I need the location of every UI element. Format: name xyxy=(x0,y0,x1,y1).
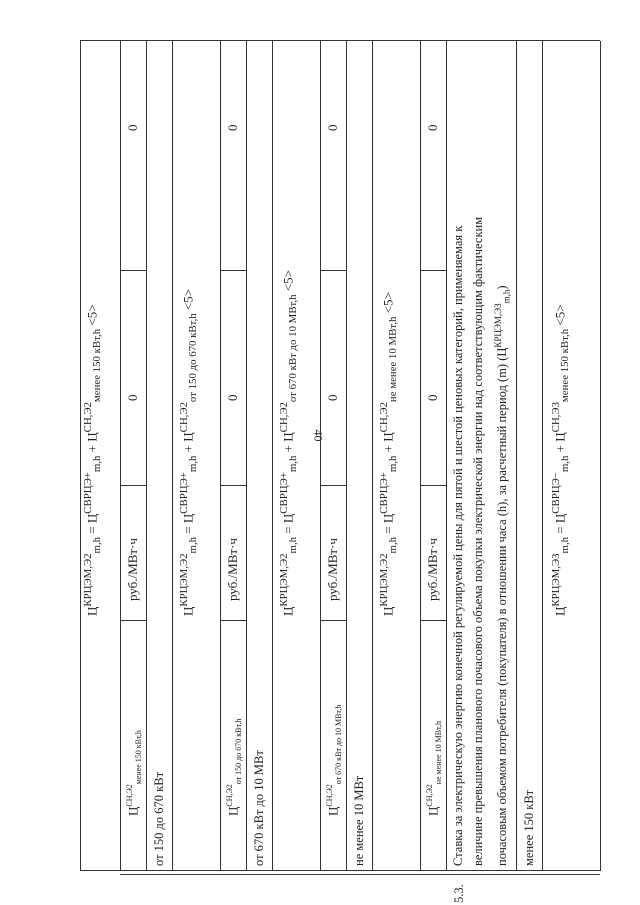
row-line xyxy=(246,41,247,871)
row-line xyxy=(372,41,373,871)
value-group-4b: 0 xyxy=(425,124,440,131)
row-line xyxy=(220,41,221,871)
var-group-2: $Ц^{СН,Э2}_{от 150 до 670 кВт,h}$ xyxy=(225,718,243,816)
col-line xyxy=(320,270,346,271)
col-line xyxy=(320,485,346,486)
var-group-3: $Ц^{СН,Э2}_{от 670 кВт до 10 МВт,h}$ xyxy=(325,704,343,816)
section-description: Ставка за электрическую энергию конечной регулируемой цены для пятой и шестой ценовых категорий, применяемая к величине превышения планового почасового объема покупки электрической энергии над соответствующим фактическим почасовым объемом потребителя (покупателя) в отношении часа (h), за расчетный период (m) $(Ц^{КРЦЭМ,ЭЗ}_{m,h})$ xyxy=(451,216,512,866)
col-line xyxy=(120,270,146,271)
unit-group-1: руб./МВт·ч xyxy=(125,538,140,601)
row-line xyxy=(120,41,121,871)
col-line xyxy=(220,270,246,271)
header-group-3: от 670 кВт до 10 МВт xyxy=(252,750,266,866)
col-line xyxy=(220,485,246,486)
col-line xyxy=(420,270,446,271)
col-line xyxy=(420,485,446,486)
formula-group-2: $Ц^{КРЦЭМ,Э2}_{m,h} = Ц^{СВРЦЭ+}_{m,h} + Ц^{СН,Э2}_{от 150 до 670 кВт,h} <5>$ xyxy=(178,288,199,616)
var-group-4: $Ц^{СН,Э2}_{не менее 10 МВт,h}$ xyxy=(425,721,443,816)
row-line xyxy=(516,41,517,871)
tariff-table xyxy=(80,41,600,903)
col-line xyxy=(446,874,516,875)
table-right-border xyxy=(80,40,600,41)
col-line xyxy=(120,620,146,621)
row-line xyxy=(172,41,173,871)
col-line xyxy=(320,620,346,621)
value-group-2b: 0 xyxy=(225,124,240,131)
col-line xyxy=(220,620,246,621)
row-line xyxy=(446,41,447,871)
header-group-4: не менее 10 МВт xyxy=(352,775,366,866)
row-line xyxy=(346,41,347,871)
formula-group-4: $Ц^{КРЦЭМ,Э2}_{m,h} = Ц^{СВРЦЭ+}_{m,h} + Ц^{СН,Э2}_{не менее 10 МВт,h} <5>$ xyxy=(378,292,399,616)
value-group-4a: 0 xyxy=(425,394,440,401)
table-top-border xyxy=(80,41,81,871)
value-group-1b: 0 xyxy=(125,124,140,131)
table-bottom-border xyxy=(600,41,601,871)
table-left-border-2 xyxy=(120,874,600,875)
formula-group-1: $Ц^{КРЦЭМ,Э2}_{m,h} = Ц^{СВРЦЭ+}_{m,h} + Ц^{СН,Э2}_{менее 150 кВт,h} <5>$ xyxy=(82,304,103,616)
table-left-border xyxy=(80,870,600,871)
row-line xyxy=(420,41,421,871)
col-line xyxy=(420,620,446,621)
row-line xyxy=(146,41,147,871)
value-group-2a: 0 xyxy=(225,394,240,401)
page-number: 40 xyxy=(311,429,326,442)
unit-group-3: руб./МВт·ч xyxy=(325,538,340,601)
formula-group-3: $Ц^{КРЦЭМ,Э2}_{m,h} = Ц^{СВРЦЭ+}_{m,h} + Ц^{СН,Э2}_{от 670 кВт до 10 МВт,h} <5>$ xyxy=(278,270,299,616)
row-line xyxy=(272,41,273,871)
unit-group-2: руб./МВт·ч xyxy=(225,538,240,601)
value-group-3b: 0 xyxy=(325,124,340,131)
value-group-3a: 0 xyxy=(325,394,340,401)
header-group-2: от 150 до 670 кВт xyxy=(152,771,166,866)
unit-group-4: руб./МВт·ч xyxy=(425,538,440,601)
var-group-1: $Ц^{СН,Э2}_{менее 150 кВт,h}$ xyxy=(125,730,143,816)
row-line xyxy=(320,41,321,871)
col-line xyxy=(120,485,146,486)
value-group-1a: 0 xyxy=(125,394,140,401)
formula-last: $Ц^{КРЦЭМ,Э3}_{m,h} = Ц^{СВРЦЭ-}_{m,h} + Ц^{СН,Э3}_{менее 150 кВт,h} <5>$ xyxy=(550,304,571,616)
row-line xyxy=(542,41,543,871)
header-last: менее 150 кВт xyxy=(522,789,536,866)
section-number: 5.3. xyxy=(452,884,466,903)
